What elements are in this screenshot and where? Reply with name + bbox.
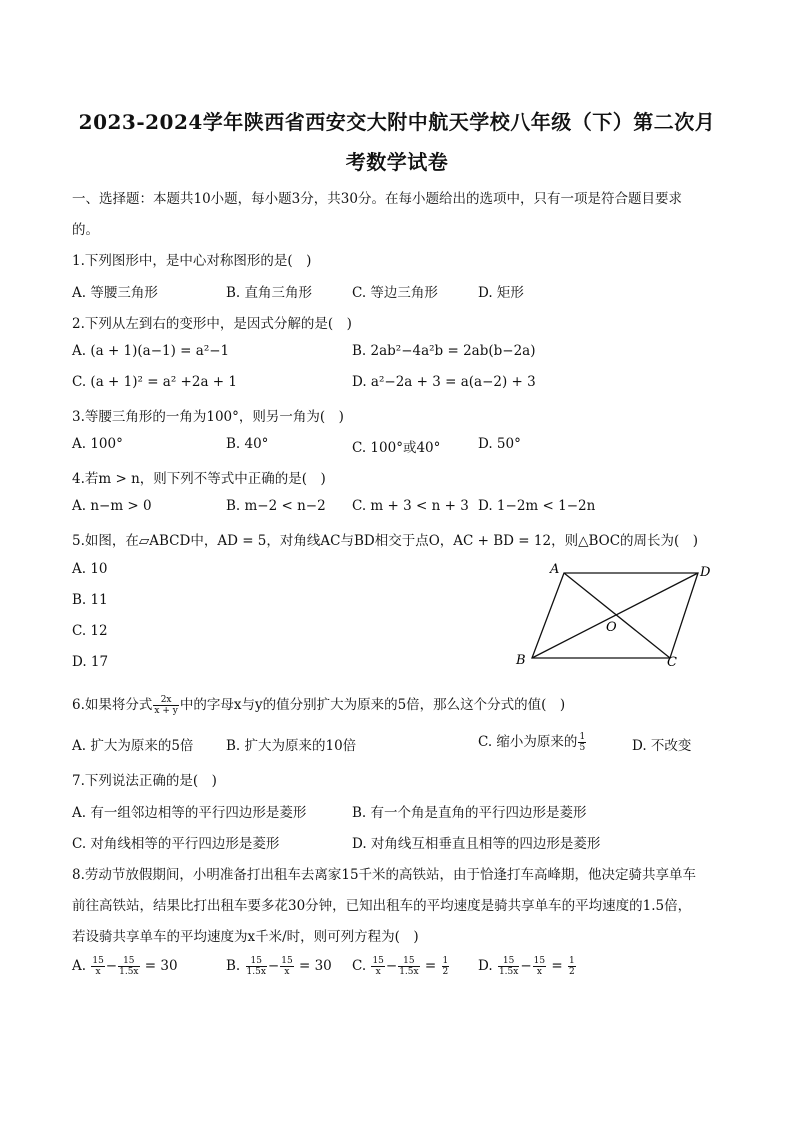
fraction-denominator: x [375,967,381,977]
question-6-option-c-text: C. 缩小为原来的 [478,734,578,750]
fraction [280,956,293,977]
fraction-denominator: x + y [154,706,178,716]
fraction-denominator: 1.5x [119,967,139,977]
fraction [442,956,450,977]
question-4-option-b: B. m−2 < n−2 [226,498,326,514]
fraction-denominator: 1.5x [498,967,519,977]
question-8-stem-line1: 8.劳动节放假期间，小明准备打出租车去离家15千米的高铁站，由于恰逢打车高峰期，他决定骑共享单车 [72,867,697,883]
exam-title-line1: 2023-2024学年陕西省西安交大附中航天学校八年级（下）第二次月 [78,110,716,134]
fraction-numerator: 1 [569,956,575,966]
question-8-option-d: D. $\frac{15}{1.5x}$ − $\frac{15}{x}$ = $\frac{1}{2}$ [478,956,575,977]
fraction-denominator: 2 [442,967,449,977]
parallelogram-figure [510,555,720,670]
fraction [398,956,419,977]
question-4-option-d: D. 1−2m < 1−2n [478,498,596,514]
option-label: D. [478,958,493,974]
fraction [371,956,384,977]
question-7-option-a: A. 有一组邻边相等的平行四边形是菱形 [72,805,307,821]
vertex-label-a: A [550,562,560,577]
fraction-denominator: 5 [579,743,586,753]
question-6-option-a: A. 扩大为原来的5倍 [72,738,194,754]
question-5-stem: 5.如图，在▱ABCD中，AD = 5，对角线AC与BD相交于点O，AC + BD = 12，则△BOC的周长为( ) [72,533,699,549]
fraction [118,956,139,977]
fraction-numerator: 15 [246,956,267,967]
fraction [246,956,267,977]
fraction-denominator: x [95,967,101,977]
question-3-option-a: A. 100° [72,436,123,452]
question-6-stem-prefix: 6.如果将分式 [72,697,153,713]
question-3-stem: 3.等腰三角形的一角为100°，则另一角为( ) [72,409,344,425]
question-2-option-c: C. (a + 1)² = a² +2a + 1 [72,374,237,390]
question-4-option-a: A. n−m > 0 [72,498,152,514]
question-6-stem [72,693,565,716]
question-7-option-c: C. 对角线相等的平行四边形是菱形 [72,836,280,852]
fraction-denominator: x [536,967,542,977]
fraction-numerator: 15 [498,956,519,967]
fraction-denominator: 2 [569,967,575,977]
question-8-stem-line2: 前往高铁站，结果比打出租车要多花30分钟，已知出租车的平均速度是骑共享单车的平均速度的1.5倍， [72,898,692,914]
question-3-option-b: B. 40° [226,436,269,452]
fraction-numerator: 15 [372,956,384,966]
vertex-label-c: C [667,655,677,670]
question-3-option-d: D. 50° [478,436,521,452]
question-1-option-d: D. 矩形 [478,285,524,301]
fraction-numerator: 15 [92,956,104,966]
fraction-denominator: 1.5x [399,967,419,977]
question-8-option-a: A. $\frac{15}{x}$ − $\frac{15}{1.5x}$ = 30 [72,956,178,977]
question-6-stem-suffix: 中的字母x与y的值分别扩大为原来的5倍，那么这个分式的值( ) [179,697,566,713]
option-label: A. [72,958,87,974]
question-6-option-c-fraction [578,732,586,753]
question-2-option-a: A. (a + 1)(a−1) = a²−1 [72,343,230,359]
question-1-stem: 1.下列图形中，是中心对称图形的是( ) [72,253,312,269]
question-1-option-b: B. 直角三角形 [226,285,313,301]
question-7-stem: 7.下列说法正确的是( ) [72,773,217,789]
equation-rhs: = 30 [144,958,178,974]
equation-rhs: = 30 [298,958,332,974]
diagonal-bd [532,573,698,658]
section-instructions: 一、选择题：本题共10小题，每小题3分，共30分。在每小题给出的选项中，只有一项是符合题目要求 [72,191,682,207]
vertex-label-b: B [516,653,526,668]
question-5-option-b: B. 11 [72,592,108,608]
question-5-option-c: C. 12 [72,623,108,639]
fraction-numerator: 2x [153,695,178,706]
fraction [498,956,519,977]
question-6-fraction [153,695,178,716]
question-7-option-b: B. 有一个角是直角的平行四边形是菱形 [352,805,587,821]
question-6-option-c [478,730,587,753]
section-instructions-cont: 的。 [72,222,99,238]
diagonal-ac [564,573,670,658]
fraction [533,956,546,977]
option-label: B. [226,958,241,974]
question-5-option-d: D. 17 [72,654,109,670]
question-2-option-b: B. 2ab²−4a²b = 2ab(b−2a) [352,343,536,359]
question-8-option-c: C. $\frac{15}{x}$ − $\frac{15}{1.5x}$ = $\frac{1}{2}$ [352,956,449,977]
vertex-label-d: D [700,565,711,580]
exam-title-line2: 考数学试卷 [345,150,449,174]
question-2-option-d: D. a²−2a + 3 = a(a−2) + 3 [352,374,536,390]
fraction-numerator: 15 [398,956,419,967]
question-5-option-a: A. 10 [72,561,108,577]
question-1-option-c: C. 等边三角形 [352,285,438,301]
question-4-stem: 4.若m > n，则下列不等式中正确的是( ) [72,471,326,487]
fraction-denominator: 1.5x [246,967,266,977]
question-1-option-a: A. 等腰三角形 [72,285,158,301]
question-8-stem-line3: 若设骑共享单车的平均速度为x千米/时，则可列方程为( ) [72,929,419,945]
fraction-numerator: 15 [118,956,139,967]
fraction-numerator: 15 [281,956,293,966]
question-2-stem: 2.下列从左到右的变形中，是因式分解的是( ) [72,316,352,332]
fraction [91,956,104,977]
question-6-option-b: B. 扩大为原来的10倍 [226,738,357,754]
question-3-option-c: C. 100°或40° [352,440,441,456]
center-label-o: O [606,620,617,635]
question-4-option-c: C. m + 3 < n + 3 [352,498,469,514]
question-6-option-d: D. 不改变 [632,738,692,754]
fraction [568,956,576,977]
fraction-denominator: x [284,967,290,977]
question-8-option-b: B. $\frac{15}{1.5x}$ − $\frac{15}{x}$ = 30 [226,956,332,977]
question-7-option-d: D. 对角线互相垂直且相等的四边形是菱形 [352,836,601,852]
option-label: C. [352,958,367,974]
fraction-numerator: 1 [442,956,449,966]
fraction-numerator: 1 [579,732,586,742]
fraction-numerator: 15 [533,956,546,966]
